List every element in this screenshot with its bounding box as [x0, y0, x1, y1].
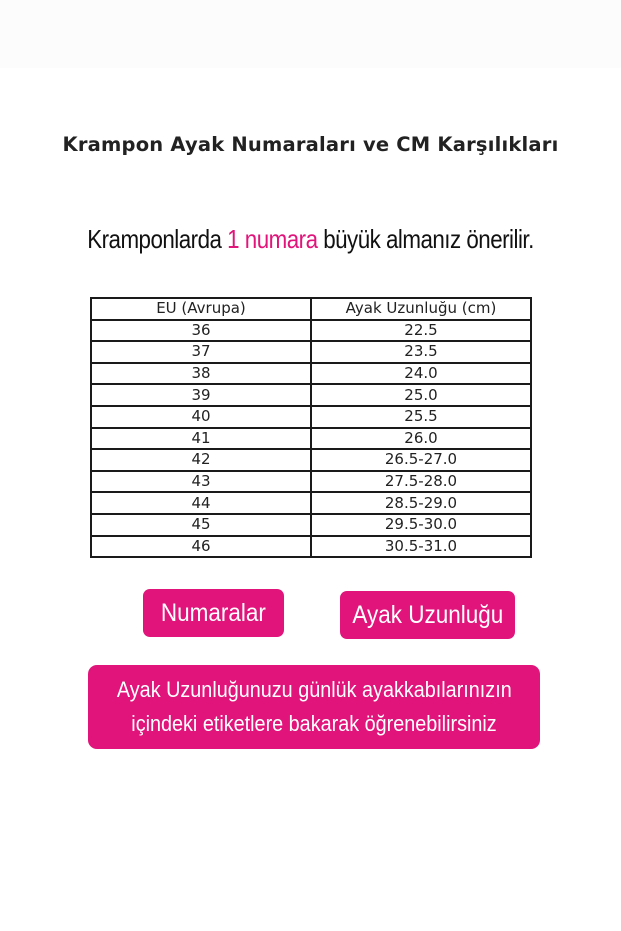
page-title: Krampon Ayak Numaraları ve CM Karşılıkları	[62, 133, 559, 156]
table-row	[91, 536, 531, 558]
cell-eu-size: 42	[91, 449, 311, 471]
table-header-row	[91, 298, 531, 320]
cell-eu-size: 44	[91, 492, 311, 514]
table-row	[91, 428, 531, 450]
cell-foot-length: 26.5-27.0	[311, 449, 531, 471]
header-length: Ayak Uzunluğu (cm)	[311, 298, 531, 320]
cell-eu-size: 36	[91, 320, 311, 342]
advice-before: Kramponlarda	[87, 224, 228, 254]
cell-foot-length: 28.5-29.0	[311, 492, 531, 514]
note-line-2: içindeki etiketlere bakarak öğrenebilirsiniz	[131, 711, 497, 736]
cell-foot-length: 25.0	[311, 384, 531, 406]
cell-foot-length: 25.5	[311, 406, 531, 428]
advice-highlight: 1 numara	[227, 224, 318, 254]
cell-foot-length: 29.5-30.0	[311, 514, 531, 536]
header-eu: EU (Avrupa)	[91, 298, 311, 320]
cell-eu-size: 41	[91, 428, 311, 450]
table-row	[91, 320, 531, 342]
cell-eu-size: 39	[91, 384, 311, 406]
table-row	[91, 514, 531, 536]
table-row	[91, 341, 531, 363]
note-box	[88, 665, 540, 749]
cell-foot-length: 22.5	[311, 320, 531, 342]
size-table	[90, 297, 532, 558]
cell-eu-size: 40	[91, 406, 311, 428]
cell-eu-size: 46	[91, 536, 311, 558]
cell-foot-length: 30.5-31.0	[311, 536, 531, 558]
cell-eu-size: 38	[91, 363, 311, 385]
numbers-label	[143, 589, 284, 637]
table-row	[91, 449, 531, 471]
advice-text	[43, 224, 577, 255]
table-row	[91, 363, 531, 385]
length-label	[340, 591, 515, 639]
cell-foot-length: 26.0	[311, 428, 531, 450]
table-row	[91, 492, 531, 514]
cell-eu-size: 37	[91, 341, 311, 363]
note-line-1: Ayak Uzunluğunuzu günlük ayakkabılarınızın	[116, 677, 512, 702]
length-label-text: Ayak Uzunluğu	[352, 600, 503, 629]
cell-eu-size: 45	[91, 514, 311, 536]
cell-foot-length: 23.5	[311, 341, 531, 363]
advice-after: büyük almanız önerilir.	[317, 224, 534, 254]
cell-eu-size: 43	[91, 471, 311, 493]
cell-foot-length: 24.0	[311, 363, 531, 385]
table-row	[91, 384, 531, 406]
table-row	[91, 406, 531, 428]
cell-foot-length: 27.5-28.0	[311, 471, 531, 493]
table-row	[91, 471, 531, 493]
numbers-label-text: Numaralar	[160, 598, 267, 627]
top-band	[0, 0, 621, 68]
table-body	[91, 320, 531, 558]
